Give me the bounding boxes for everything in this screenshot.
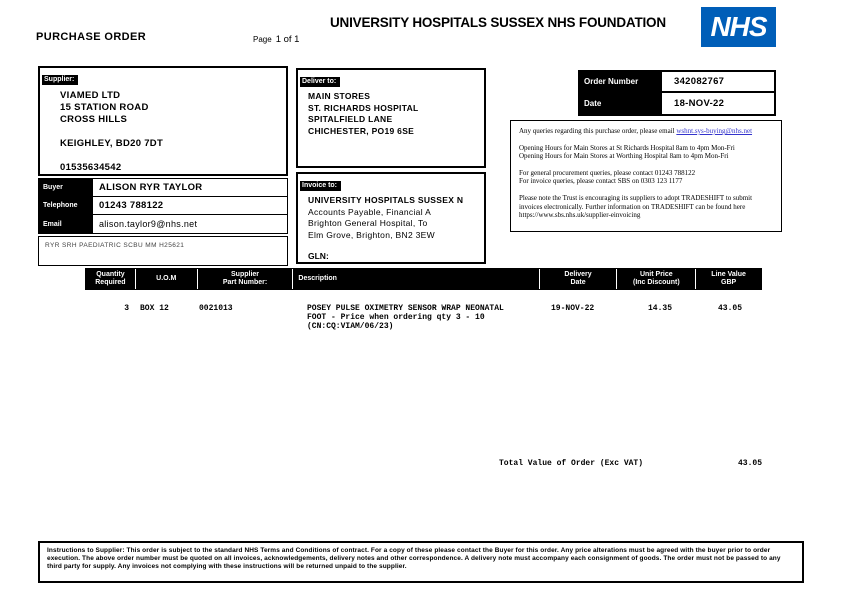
- requisition-reference: RYR SRH PAEDIATRIC SCBU MM H25621: [45, 242, 185, 249]
- order-total-row: [499, 459, 762, 468]
- uom-header: U.O.M: [136, 269, 198, 289]
- deliver-address-line: MAIN STORES: [308, 91, 371, 101]
- item-unit-price: 14.35: [647, 304, 672, 313]
- invoice-to-label: Invoice to:: [300, 181, 341, 191]
- supplier-address-line: [60, 126, 286, 138]
- buyer-row: [39, 197, 287, 215]
- invoice-to-box: [296, 172, 486, 264]
- supplier-box-label: Supplier:: [42, 75, 78, 85]
- item-row: [85, 304, 762, 331]
- deliver-address-line: SPITALFIELD LANE: [308, 114, 393, 124]
- order-info-table: [578, 70, 776, 116]
- supplier-box: [38, 66, 288, 176]
- opening-hours-line: Opening Hours for Main Stores at St Richards Hospital 8am to 4pm Mon-Fri: [519, 143, 735, 152]
- buyer-email-value: alison.taylor9@nhs.net: [99, 219, 198, 229]
- queries-note-text: Any queries regarding this purchase order, please email: [519, 127, 677, 135]
- buyer-name-value: ALISON RYR TAYLOR: [99, 182, 203, 193]
- supplier-address-line: VIAMED LTD: [60, 90, 121, 101]
- buyer-label: Buyer: [39, 179, 93, 196]
- page-value: 1 of 1: [275, 34, 300, 45]
- invoice-contact-line: For invoice queries, please contact SBS on 0303 123 1177: [519, 177, 683, 186]
- instructions-text: Instructions to Supplier: This order is subject to the standard NHS Terms and Conditions of contract. For a copy of these please contact the Buyer for this order. Any price alterations must be agreed with the buyer prior to order execution. The above order number must be quoted on all invoices, acknowledgements, delivery notes and other correspondence. A delivery note must accompany each consignment of goods. The order must not be passed to any third party for supply. Any invoices not complying with these instructions will be returned unpaid to the supplier.: [47, 547, 781, 571]
- invoice-address-line: UNIVERSITY HOSPITALS SUSSEX N: [308, 195, 464, 205]
- email-label: Email: [39, 215, 93, 233]
- requisition-reference-box: [38, 236, 288, 266]
- deliver-to-label: Deliver to:: [300, 77, 340, 87]
- org-title: UNIVERSITY HOSPITALS SUSSEX NHS FOUNDATION: [330, 15, 666, 30]
- contacts-note: [519, 169, 773, 186]
- notices-box: [510, 120, 782, 232]
- supplier-address-line: CROSS HILLS: [60, 114, 128, 125]
- item-qty: 3: [124, 304, 129, 313]
- page-label: Page: [253, 35, 272, 44]
- deliver-address-line: ST. RICHARDS HOSPITAL: [308, 102, 419, 113]
- item-uom: BOX 12: [140, 304, 169, 313]
- opening-hours-note: [519, 144, 773, 161]
- page-indicator: [253, 34, 299, 45]
- buyer-telephone-value: 01243 788122: [99, 200, 164, 211]
- supplier-phone: 01535634542: [60, 162, 122, 173]
- order-date-row: [580, 93, 774, 114]
- part-number-header: Supplier Part Number:: [198, 269, 294, 289]
- queries-note: [519, 127, 773, 136]
- procurement-contact-line: For general procurement queries, please contact 01243 788122: [519, 168, 696, 177]
- nhs-logo: NHS: [701, 7, 776, 47]
- deliver-address-line: CHICHESTER, PO19 6SE: [308, 125, 415, 136]
- deliver-to-box: [296, 68, 486, 168]
- opening-hours-line: Opening Hours for Main Stores at Worthing Hospital 8am to 4pm Mon-Fri: [519, 152, 729, 161]
- item-part-number: 0021013: [199, 304, 233, 313]
- instructions-box: [38, 541, 804, 583]
- invoice-address-line: Accounts Payable, Financial A: [308, 206, 432, 217]
- deliver-address: [298, 88, 484, 137]
- queries-email-link[interactable]: wshnt.sys-buying@nhs.net: [676, 127, 753, 135]
- item-delivery-date: 19-NOV-22: [551, 304, 595, 313]
- delivery-date-header: Delivery Date: [540, 269, 618, 289]
- total-label: Total Value of Order (Exc VAT): [499, 459, 644, 468]
- tradeshift-note: [519, 194, 773, 220]
- item-line-value: 43.05: [717, 304, 742, 313]
- description-header: Description: [293, 269, 539, 289]
- telephone-label: Telephone: [39, 197, 93, 214]
- buyer-row: [39, 179, 287, 197]
- supplier-address: [40, 86, 286, 174]
- order-number-label: Order Number: [580, 72, 662, 91]
- supplier-address-line: [60, 150, 286, 162]
- order-date-value: 18-NOV-22: [674, 98, 725, 109]
- tradeshift-note-text: Please note the Trust is encouraging its suppliers to adopt TRADESHIFT to submit invoices electronically. Further information on TRADESHIFT can be found here: [519, 193, 753, 211]
- unit-price-header: Unit Price (Inc Discount): [617, 269, 696, 289]
- tradeshift-url: https://www.sbs.nhs.uk/supplier-einvoicing: [519, 211, 641, 220]
- order-date-label: Date: [580, 93, 662, 114]
- total-value: 43.05: [737, 459, 762, 468]
- order-number-value: 342082767: [674, 76, 725, 87]
- invoice-address-line: Elm Grove, Brighton, BN2 3EW: [308, 229, 435, 240]
- order-number-row: [580, 72, 774, 93]
- invoice-address: [298, 192, 484, 241]
- invoice-address-line: Brighton General Hospital, To: [308, 218, 428, 228]
- gln-label: GLN:: [308, 251, 329, 261]
- quantity-header: Quantity Required: [86, 269, 136, 289]
- buyer-table: [38, 178, 288, 234]
- line-value-header: Line Value GBP: [711, 271, 746, 286]
- items-table-header: [85, 268, 762, 290]
- item-description: POSEY PULSE OXIMETRY SENSOR WRAP NEONATAL FOOT - Price when ordering qty 3 - 10 (CN:CQ:VIAM/06/23): [307, 304, 504, 331]
- doc-title: PURCHASE ORDER: [36, 31, 147, 43]
- supplier-address-line: KEIGHLEY, BD20 7DT: [60, 138, 164, 149]
- buyer-row: [39, 215, 287, 233]
- supplier-address-line: 15 STATION ROAD: [60, 102, 149, 113]
